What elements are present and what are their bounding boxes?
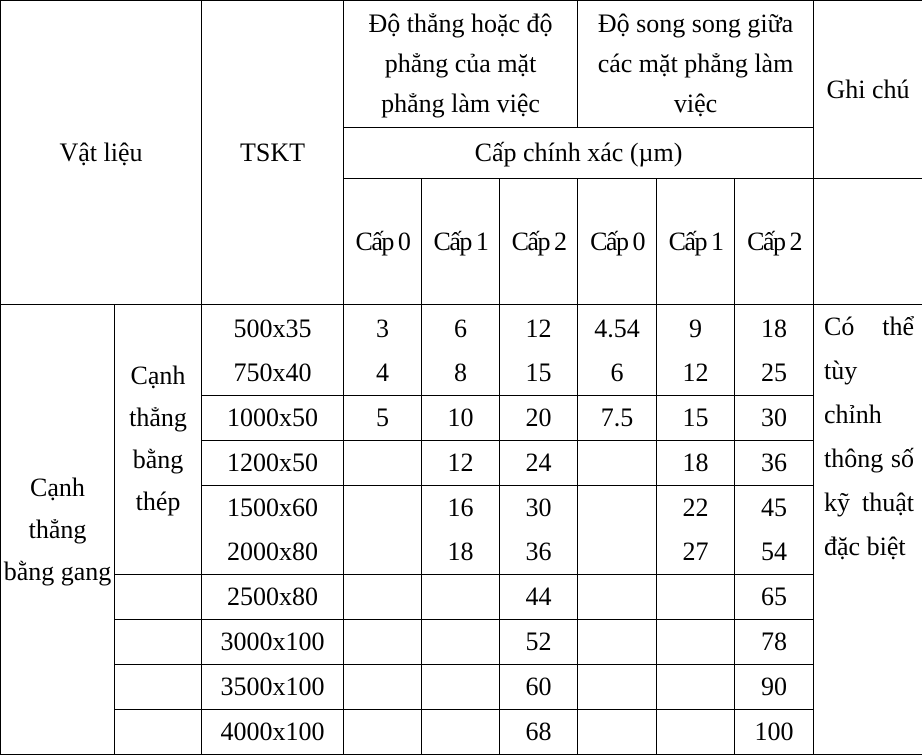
table-row <box>1 305 922 396</box>
value-cell: 52 <box>500 620 578 665</box>
value: 30 <box>500 486 577 530</box>
value: 27 <box>657 530 734 574</box>
material-steel: Cạnh thẳng bằng thép <box>115 305 202 575</box>
size-value: 1000x50 <box>202 396 344 441</box>
value: 8 <box>422 351 499 395</box>
value-cell <box>422 620 500 665</box>
value-cell <box>578 710 657 755</box>
value: 22 <box>657 486 734 530</box>
header-material: Vật liệu <box>1 1 202 305</box>
value-cell <box>344 486 422 575</box>
value: 3 <box>344 307 421 351</box>
size-cell <box>202 305 344 396</box>
value-cell <box>657 710 735 755</box>
value-cell: 90 <box>735 665 814 710</box>
value-cell: 68 <box>500 710 578 755</box>
value-cell <box>578 620 657 665</box>
value: 12 <box>657 351 734 395</box>
empty-cell <box>814 179 922 305</box>
value: 12 <box>500 307 577 351</box>
empty-cell <box>115 575 202 620</box>
header-accuracy: Cấp chính xác (µm) <box>344 128 814 179</box>
size-value: 1200x50 <box>202 441 344 486</box>
header-note: Ghi chú <box>814 1 922 179</box>
grade-header: Cấp 0 <box>578 179 657 305</box>
value-cell <box>500 486 578 575</box>
value-cell: 65 <box>735 575 814 620</box>
value: 36 <box>500 530 577 574</box>
value-cell <box>344 665 422 710</box>
value: 4.54 <box>578 307 656 351</box>
size-value: 2000x80 <box>202 530 343 574</box>
size-value: 1500x60 <box>202 486 343 530</box>
table-row <box>1 575 922 620</box>
value: 45 <box>735 486 813 530</box>
value-cell <box>422 486 500 575</box>
note-cell <box>814 305 922 755</box>
value-cell <box>500 305 578 396</box>
value-cell <box>344 305 422 396</box>
value-cell: 5 <box>344 396 422 441</box>
value: 4 <box>344 351 421 395</box>
value: 54 <box>735 530 813 574</box>
value-cell <box>344 710 422 755</box>
value-cell <box>657 486 735 575</box>
value-cell: 36 <box>735 441 814 486</box>
material-cast-iron: Cạnh thẳng bằng gang <box>1 305 115 755</box>
value-cell: 10 <box>422 396 500 441</box>
value-cell: 30 <box>735 396 814 441</box>
value-cell <box>578 305 657 396</box>
value-cell <box>344 441 422 486</box>
size-value: 750x40 <box>202 351 343 395</box>
value-cell <box>735 486 814 575</box>
empty-cell <box>115 665 202 710</box>
value: 9 <box>657 307 734 351</box>
value-cell <box>578 486 657 575</box>
note-text: Có thể tùy chỉnh thông số kỹ thuật đặc biệt <box>824 305 914 569</box>
value-cell: 78 <box>735 620 814 665</box>
grade-header: Cấp 2 <box>735 179 814 305</box>
value: 6 <box>422 307 499 351</box>
size-value: 4000x100 <box>202 710 344 755</box>
value-cell <box>578 441 657 486</box>
header-parallelism: Độ song song giữa các mặt phẳng làm việc <box>578 1 814 128</box>
table-row <box>1 710 922 755</box>
value: 16 <box>422 486 499 530</box>
value-cell <box>735 305 814 396</box>
size-value: 3500x100 <box>202 665 344 710</box>
value: 6 <box>578 351 656 395</box>
value-cell <box>422 710 500 755</box>
value: 25 <box>735 351 813 395</box>
grade-header: Cấp 2 <box>500 179 578 305</box>
value-cell <box>344 620 422 665</box>
value: 18 <box>422 530 499 574</box>
value-cell: 24 <box>500 441 578 486</box>
table-row <box>1 620 922 665</box>
value-cell: 100 <box>735 710 814 755</box>
value: 15 <box>500 351 577 395</box>
value-cell: 7.5 <box>578 396 657 441</box>
empty-cell <box>115 620 202 665</box>
grade-header: Cấp 1 <box>657 179 735 305</box>
value-cell <box>657 620 735 665</box>
value-cell: 15 <box>657 396 735 441</box>
value-cell <box>657 665 735 710</box>
value-cell: 60 <box>500 665 578 710</box>
value-cell <box>657 305 735 396</box>
size-value: 3000x100 <box>202 620 344 665</box>
value-cell: 20 <box>500 396 578 441</box>
value-cell <box>578 575 657 620</box>
grade-header: Cấp 1 <box>422 179 500 305</box>
value-cell: 12 <box>422 441 500 486</box>
size-cell <box>202 486 344 575</box>
value-cell <box>657 575 735 620</box>
size-value: 2500x80 <box>202 575 344 620</box>
size-value: 500x35 <box>202 307 343 351</box>
header-row <box>1 1 922 128</box>
value-cell: 18 <box>657 441 735 486</box>
value-cell <box>422 305 500 396</box>
grade-header: Cấp 0 <box>344 179 422 305</box>
value-cell <box>344 575 422 620</box>
empty-cell <box>115 710 202 755</box>
value-cell <box>422 665 500 710</box>
value: 18 <box>735 307 813 351</box>
table-row <box>1 665 922 710</box>
value-cell <box>578 665 657 710</box>
header-tskt: TSKT <box>202 1 344 305</box>
value-cell <box>422 575 500 620</box>
header-flatness: Độ thẳng hoặc độ phẳng của mặt phẳng làm việc <box>344 1 578 128</box>
value-cell: 44 <box>500 575 578 620</box>
